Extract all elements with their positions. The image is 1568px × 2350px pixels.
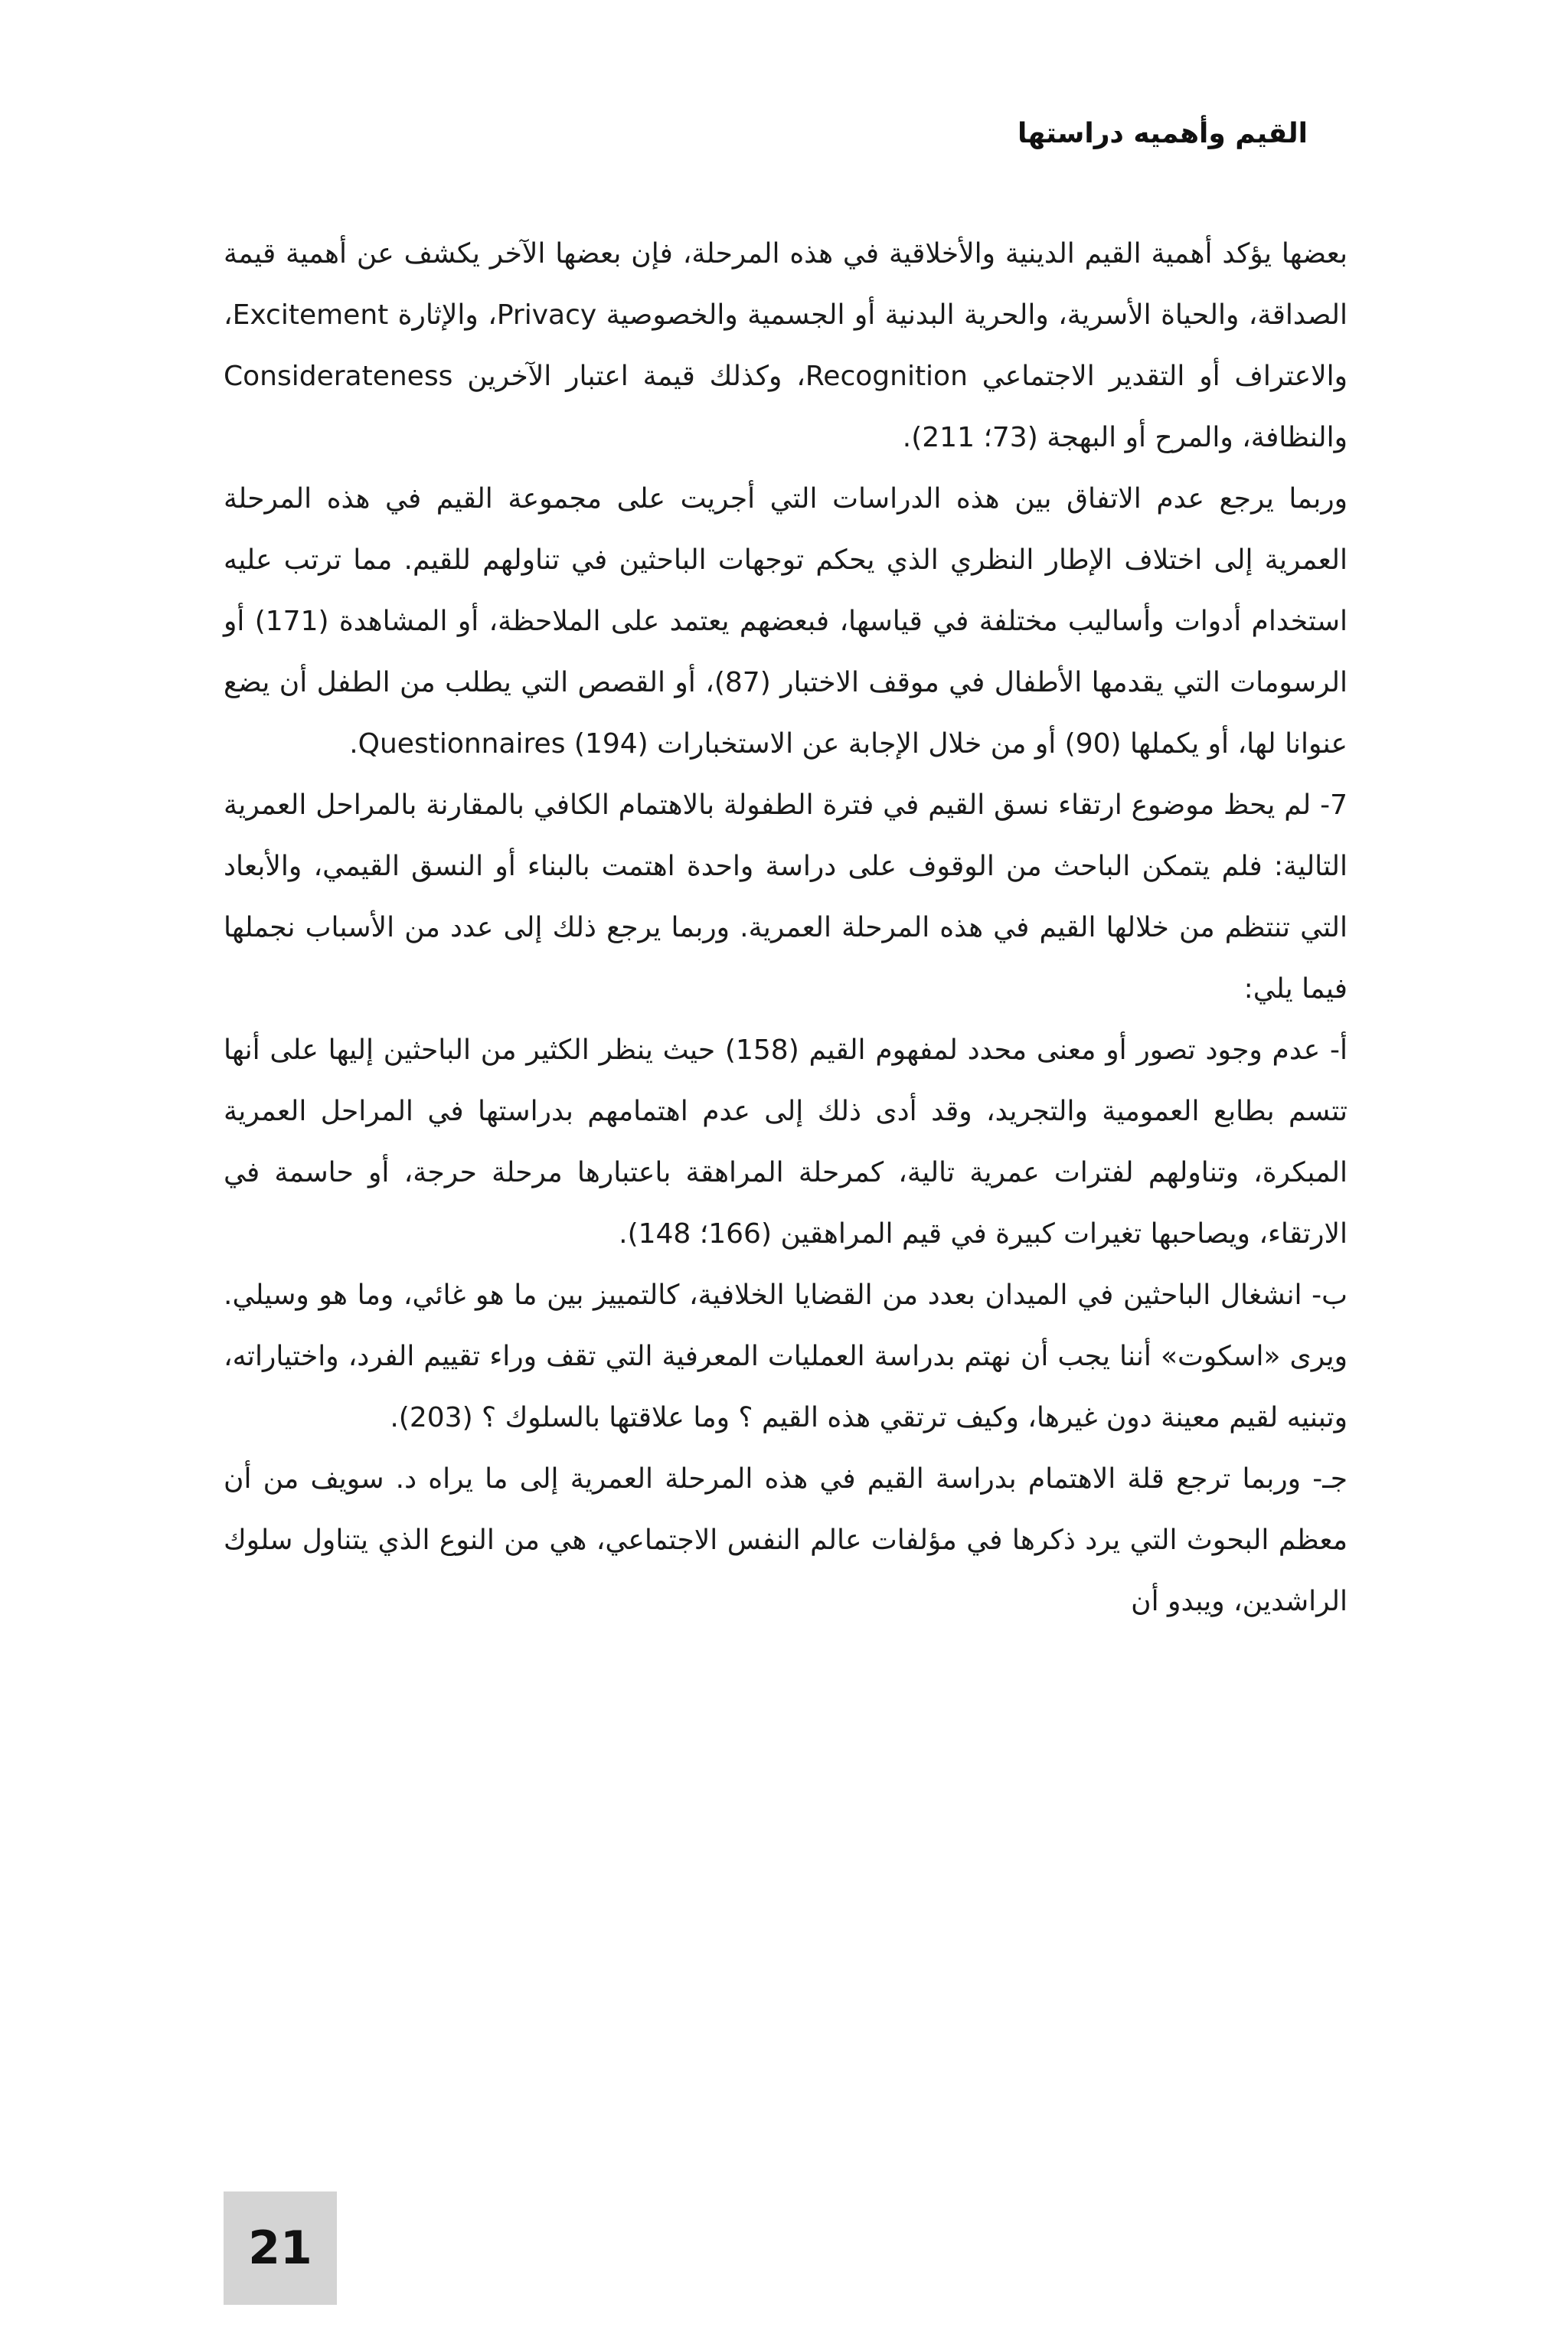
paragraph-2: وربما يرجع عدم الاتفاق بين هذه الدراسات التي أجريت على مجموعة القيم في هذه المرحلة العمرية إلى اختلاف الإطار النظري الذي يحكم توجهات الباحثين في تناولهم للقيم. مما ترتب عليه استخدام أدوات وأساليب مختلفة في قياسها، فبعضهم يعتمد على الملاحظة، أو المشاهدة (171) أو الرسومات التي يقدمها الأطفال في موقف الاختبار (87)، أو القصص التي يطلب من الطفل أن يضع عنوانا لها، أو يكملها (90) أو من خلال الإجابة عن الاستخبارات Questionnaires (194). bbox=[224, 483, 1348, 760]
page-number-box bbox=[224, 2191, 337, 2305]
paragraph-6: جـ- وربما ترجع قلة الاهتمام بدراسة القيم في هذه المرحلة العمرية إلى ما يراه د. سويف من أن معظم البحوث التي يرد ذكرها في مؤلفات عالم النفس الاجتماعي، هي من النوع الذي يتناول سلوك الراشدين، ويبدو أن bbox=[224, 1463, 1348, 1617]
body-text bbox=[224, 224, 1348, 1633]
paragraph-3: 7- لم يحظ موضوع ارتقاء نسق القيم في فترة الطفولة بالاهتمام الكافي بالمقارنة بالمراحل العمرية التالية: فلم يتمكن الباحث من الوقوف على دراسة واحدة اهتمت بالبناء أو النسق القيمي، والأبعاد التي تنتظم من خلالها القيم في هذه المرحلة العمرية. وربما يرجع ذلك إلى عدد من الأسباب نجملها فيما يلي: bbox=[224, 789, 1348, 1005]
running-header-title: القيم وأهميه دراستها bbox=[1017, 118, 1308, 149]
paragraph-5: ب- انشغال الباحثين في الميدان بعدد من القضايا الخلافية، كالتمييز بين ما هو غائي، وما هو وسيلي. ويرى «اسكوت» أننا يجب أن نهتم بدراسة العمليات المعرفية التي تقف وراء تقييم الفرد، واختياراته، وتبنيه لقيم معينة دون غيرها، وكيف ترتقي هذه القيم ؟ وما علاقتها بالسلوك ؟ (203). bbox=[224, 1280, 1348, 1433]
paragraph-1: بعضها يؤكد أهمية القيم الدينية والأخلاقية في هذه المرحلة، فإن بعضها الآخر يكشف عن أهمية قيمة الصداقة، والحياة الأسرية، والحرية البدنية أو الجسمية والخصوصية Privacy، والإثارة Excitement، والاعتراف أو التقدير الاجتماعي Recognition، وكذلك قيمة اعتبار الآخرين Considerateness والنظافة، والمرح أو البهجة (73؛ 211). bbox=[224, 238, 1348, 453]
page-number: 21 bbox=[248, 2221, 312, 2275]
paragraph-4: أ- عدم وجود تصور أو معنى محدد لمفهوم القيم (158) حيث ينظر الكثير من الباحثين إليها على أنها تتسم بطابع العمومية والتجريد، وقد أدى ذلك إلى عدم اهتمامهم بدراستها في المراحل العمرية المبكرة، وتناولهم لفترات عمرية تالية، كمرحلة المراهقة باعتبارها مرحلة حرجة، أو حاسمة في الارتقاء، ويصاحبها تغيرات كبيرة في قيم المراهقين (166؛ 148). bbox=[224, 1034, 1348, 1250]
